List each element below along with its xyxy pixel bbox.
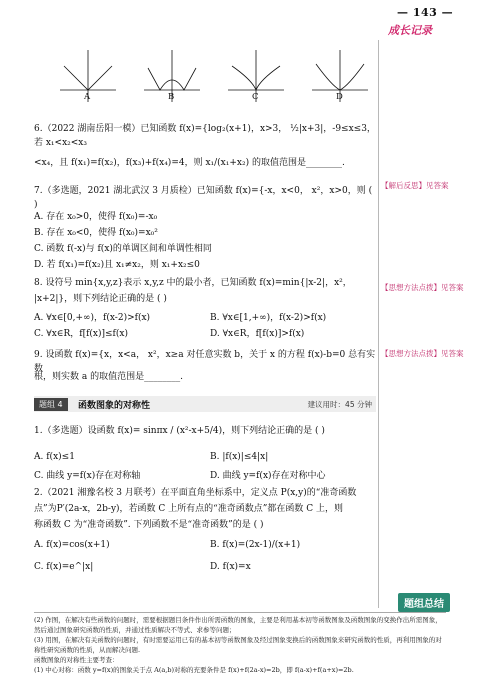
page-number: — 143 — — [397, 6, 454, 19]
function-graphs — [56, 46, 376, 110]
question-9-line1: 9. 设函数 f(x)={x，x<a， x²，x≥a 对任意实数 b，关于 x 的方程 f(x)-b=0 总有实数 — [34, 350, 376, 374]
topic-q2-option-b: B. f(x)=(2x-1)/(x+1) — [210, 540, 301, 550]
summary-badge: 题组总结 — [398, 593, 450, 612]
topic-q2-option-d: D. f(x)=x — [210, 562, 251, 572]
question-7-option-a: A. 存在 x₀>0，使得 f(x₀)=-x₀ — [34, 212, 158, 222]
graph-label-d: D — [336, 92, 343, 102]
topic-q1-option-a: A. f(x)≤1 — [34, 452, 75, 462]
question-6-line2: <x₄，且 f(x₁)=f(x₂)，f(x₃)+f(x₄)=4，则 x₁/(x₁+x₂) 的取值范围是________. — [34, 158, 345, 168]
question-8-note: 【思想方法点拨】见答案 — [381, 283, 464, 292]
topic-q2-line1: 2.（2021 湘豫名校 3 月联考）在平面直角坐标系中，定义点 P(x,y)的“准奇函数 — [34, 488, 357, 498]
question-7-option-b: B. 存在 x₀<0，使得 f(x₀)=x₀² — [34, 228, 158, 238]
topic-q2-option-a: A. f(x)=cos(x+1) — [34, 540, 110, 550]
topic-q2-line3: 称函数 C 为“准奇函数”. 下列函数不是“准奇函数”的是 ( ) — [34, 520, 264, 530]
topic-title: 函数图象的对称性 — [78, 401, 151, 411]
footer-para-3: 函数图象的对称性主要考查： — [34, 656, 119, 664]
graph-label-c: C — [252, 92, 259, 102]
topic-header — [34, 396, 376, 412]
question-8-option-b: B. ∀x∈[1,+∞)，f(x-2)>f(x) — [210, 313, 327, 323]
question-9-line2: 根，则实数 a 的取值范围是________. — [34, 372, 183, 382]
question-8-line1: 8. 设符号 min{x,y,z}表示 x,y,z 中的最小者，已知函数 f(x)=min{|x-2|，x²， — [34, 278, 352, 288]
brand-logo: 成长记录 — [388, 24, 432, 37]
question-7-note: 【解后反思】见答案 — [381, 181, 449, 190]
topic-q1-stem: 1.（多选题）设函数 f(x)= sinπx / (x²-x+5/4)，则下列结论正确的是 ( ) — [34, 426, 325, 436]
topic-q1-option-c: C. 曲线 y=f(x)存在对称轴 — [34, 471, 141, 481]
question-8-option-c: C. ∀x∈R，f[f(x)]≤f(x) — [34, 329, 128, 339]
footer-notes — [34, 612, 446, 675]
margin-divider — [378, 40, 379, 608]
footer-para-4: (1) 中心对称：函数 y=f(x)的图象关于点 A(a,b)对称的充要条件是 f(x)+f(2a-x)=2b，即 f(a-x)+f(a+x)=2b. — [34, 666, 354, 674]
question-8-line2: |x+2|}，则下列结论正确的是 ( ) — [34, 294, 167, 304]
topic-q2-option-c: C. f(x)=e^|x| — [34, 562, 94, 572]
question-8-option-a: A. ∀x∈[0,+∞)，f(x-2)>f(x) — [34, 313, 151, 323]
graph-label-a: A — [84, 92, 91, 102]
question-9-note: 【思想方法点拨】见答案 — [381, 349, 464, 358]
suggested-time: 建议用时：45 分钟 — [307, 400, 372, 409]
footer-para-2: (3) 用图，在解决有关函数的问题时，有时需要运用已有的基本初等函数图象及经过图象变换后的函数图象来研究函数的性质，再利用图象的对称性研究函数的性质，从而解决问题. — [34, 636, 442, 654]
question-8-option-d: D. ∀x∈R，f[f(x)]>f(x) — [210, 329, 305, 339]
question-7-option-c: C. 函数 f(-x)与 f(x)的单调区间和单调性相同 — [34, 244, 212, 254]
topic-q1-option-d: D. 曲线 y=f(x)存在对称中心 — [210, 471, 326, 481]
question-7-option-d: D. 若 f(x₁)=f(x₂)且 x₁≠x₂，则 x₁+x₂≤0 — [34, 260, 200, 270]
topic-q2-line2: 点”为P′(2a-x，2b-y)，若函数 C 上所有点的“准奇函数点”都在函数 C 上，则 — [34, 504, 343, 514]
question-6-line1: 6.（2022 湖南岳阳一模）已知函数 f(x)={log₂(x+1)，x>3， ½|x+3|，-9≤x≤3，若 x₁<x₂<x₃ — [34, 124, 376, 148]
question-7-stem: 7.（多选题，2021 湖北武汉 3 月质检）已知函数 f(x)={-x，x<0， x²，x>0，则 ( ) — [34, 186, 373, 210]
topic-q1-option-b: B. |f(x)|≤4|x| — [210, 452, 269, 462]
footer-para-1: (2) 作图，在解决有些函数的问题时，需要根据题目条件作出所需函数的图象，主要是利用基本初等函数图象及函数图象的变换作出所需图象，然后通过图象研究函数的性质，并通过性质解决不等式、求参等问题； — [34, 616, 442, 634]
graph-label-b: B — [168, 92, 175, 102]
topic-tag: 题组 4 — [34, 398, 68, 411]
